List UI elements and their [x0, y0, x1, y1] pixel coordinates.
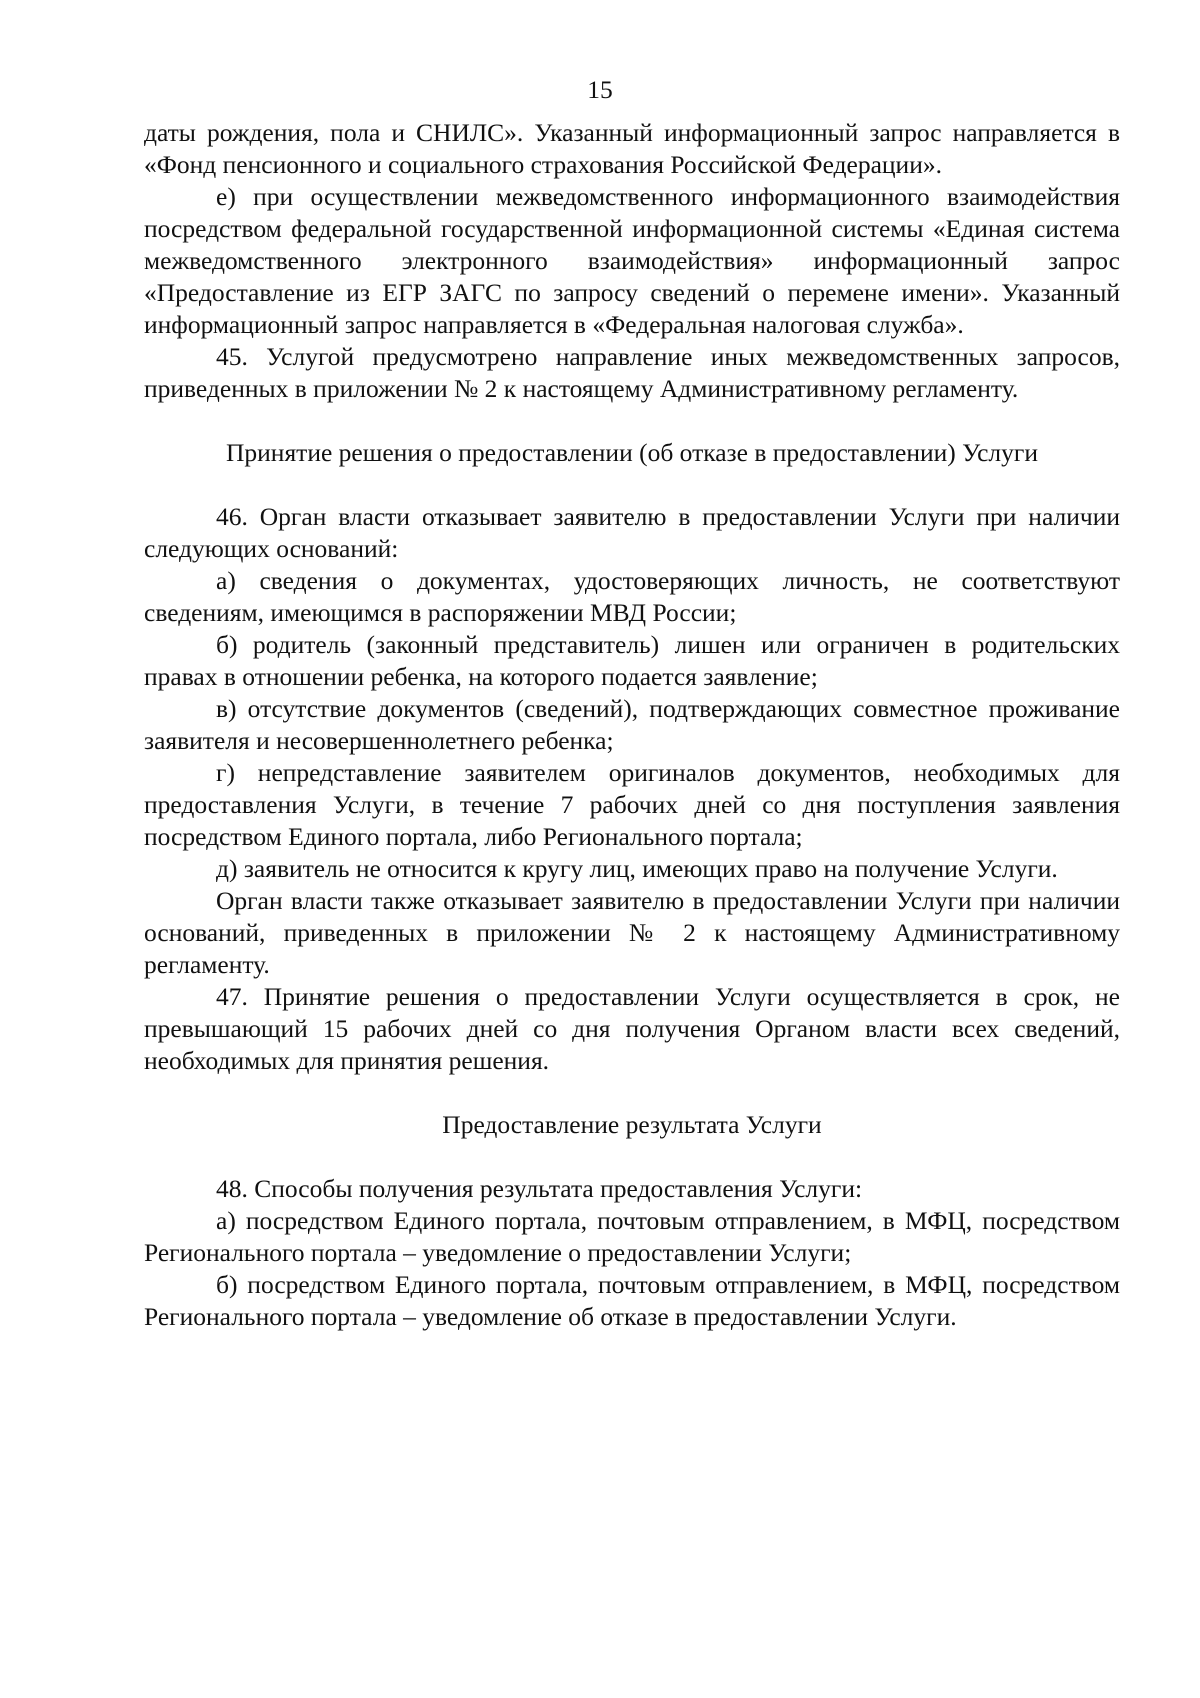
- paragraph-result-b: б) посредством Единого портала, почтовым отправлением, в МФЦ, посредством Регионального портала – уведомление об отказе в предоставлении Услуги.: [144, 1270, 1120, 1331]
- paragraph-item-v: в) отсутствие документов (сведений), подтверждающих совместное проживание заявителя и несовершеннолетнего ребенка;: [144, 694, 1120, 755]
- paragraph-45: 45. Услугой предусмотрено направление иных межведомственных запросов, приведенных в приложении № 2 к настоящему Административному регламенту.: [144, 342, 1120, 403]
- paragraph-item-e: е) при осуществлении межведомственного информационного взаимодействия посредством федеральной государственной информационной системы «Единая система межведомственного электронного взаимодействия» информационный запрос «Предоставление из ЕГР ЗАГС по запросу сведений о перемене имени». Указанный информационный запрос направляется в «Федеральная налоговая служба».: [144, 182, 1120, 339]
- paragraph-item-g: г) непредставление заявителем оригиналов документов, необходимых для предоставления Услуги, в течение 7 рабочих дней со дня поступления заявления посредством Единого портала, либо Регионального портала;: [144, 758, 1120, 851]
- document-body: [144, 117, 1120, 1333]
- section-heading-decision: Принятие решения о предоставлении (об отказе в предоставлении) Услуги: [225, 438, 1039, 467]
- section-heading-result: Предоставление результата Услуги: [442, 1110, 822, 1139]
- paragraph-additional-refusal: Орган власти также отказывает заявителю в предоставлении Услуги при наличии оснований, приведенных в приложении № 2 к настоящему Административному регламенту.: [144, 886, 1120, 979]
- paragraph-48: 48. Способы получения результата предоставления Услуги:: [216, 1174, 863, 1203]
- paragraph-item-a: а) сведения о документах, удостоверяющих личность, не соответствуют сведениям, имеющимся в распоряжении МВД России;: [144, 566, 1120, 627]
- paragraph-46: 46. Орган власти отказывает заявителю в предоставлении Услуги при наличии следующих оснований:: [144, 502, 1120, 563]
- page-number: 15: [587, 75, 613, 104]
- paragraph-47: 47. Принятие решения о предоставлении Услуги осуществляется в срок, не превышающий 15 рабочих дней со дня получения Органом власти всех сведений, необходимых для принятия решения.: [144, 982, 1120, 1075]
- paragraph-item-d: д) заявитель не относится к кругу лиц, имеющих право на получение Услуги.: [216, 854, 1058, 883]
- paragraph-item-b: б) родитель (законный представитель) лишен или ограничен в родительских правах в отношении ребенка, на которого подается заявление;: [144, 630, 1120, 691]
- paragraph-continuation: даты рождения, пола и СНИЛС». Указанный информационный запрос направляется в «Фонд пенсионного и социального страхования Российской Федерации».: [144, 118, 1120, 179]
- paragraph-result-a: а) посредством Единого портала, почтовым отправлением, в МФЦ, посредством Регионального портала – уведомление о предоставлении Услуги;: [144, 1206, 1120, 1267]
